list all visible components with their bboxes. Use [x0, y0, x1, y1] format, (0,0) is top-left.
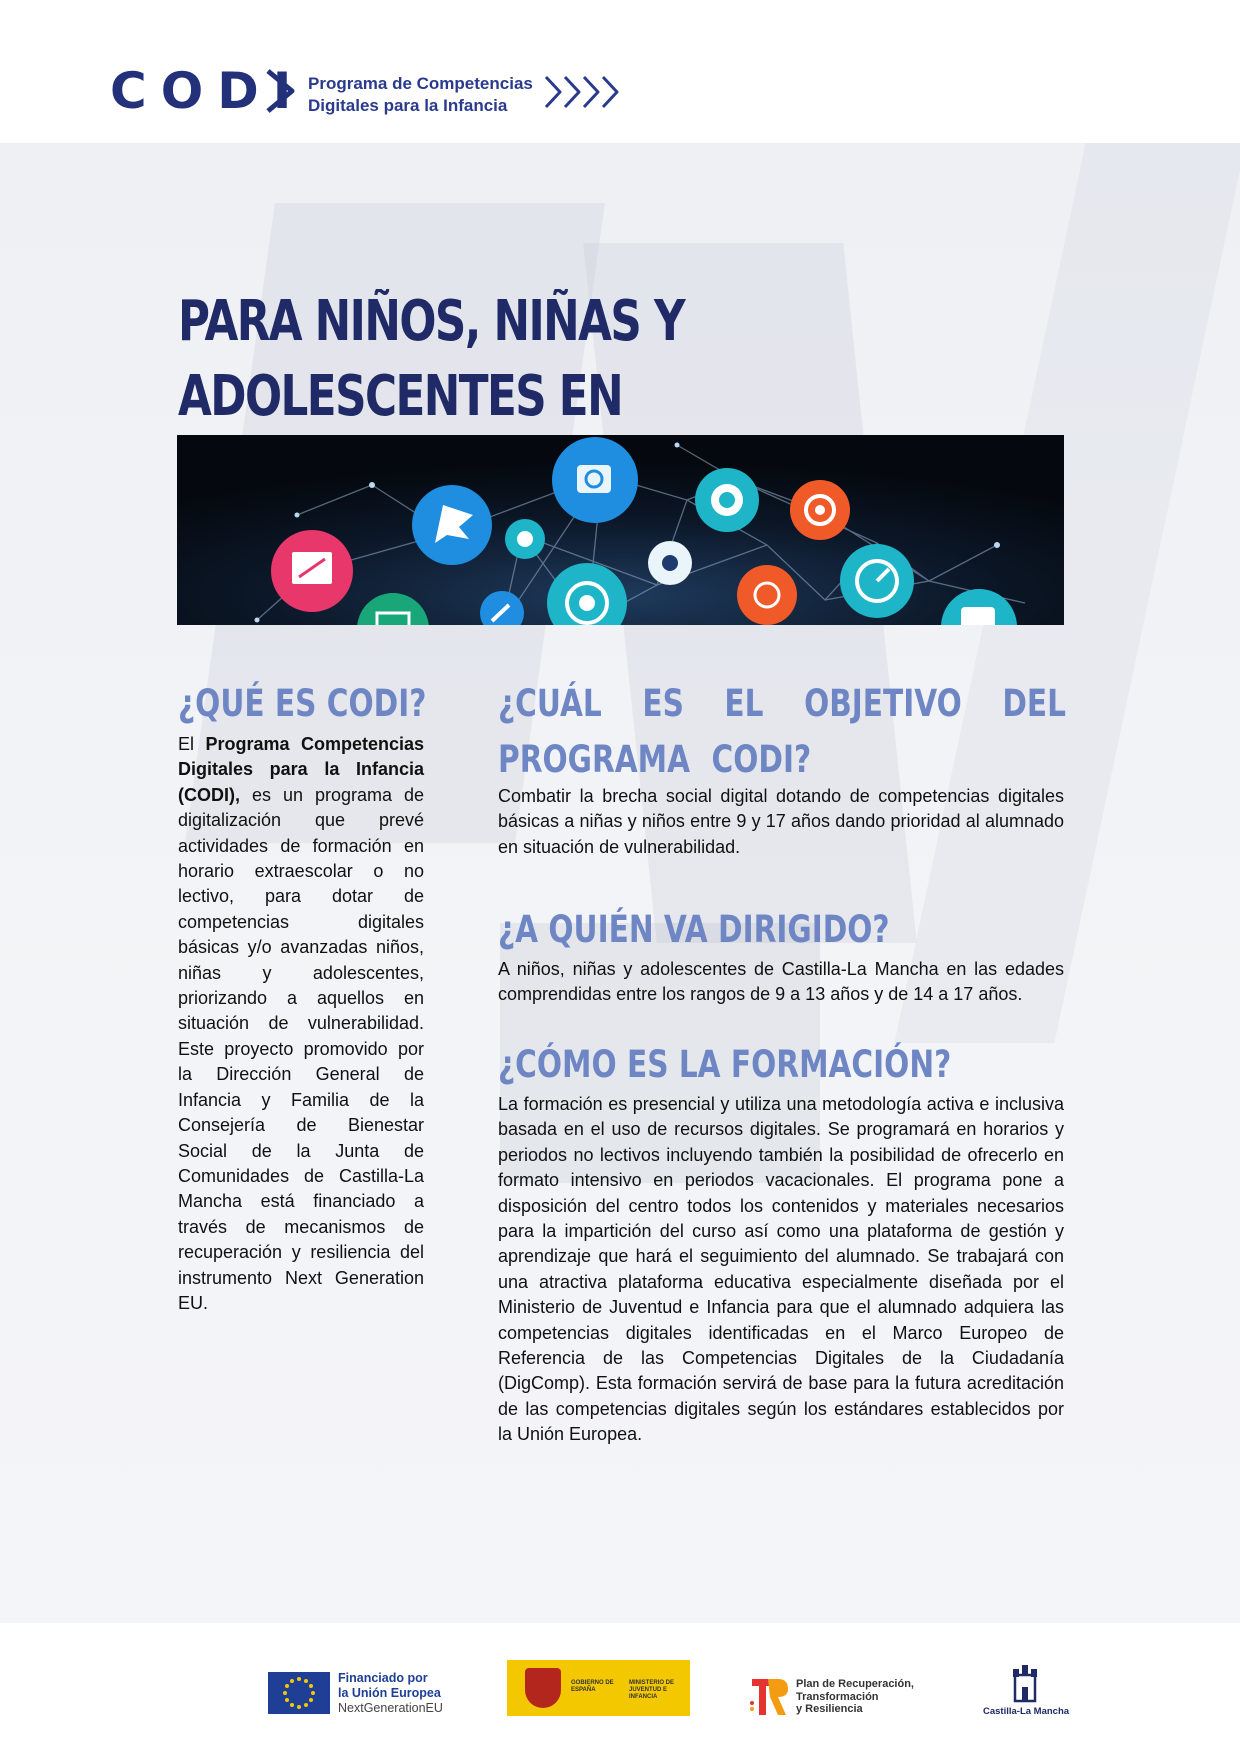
dot-icon — [648, 541, 692, 585]
logo-subtitle: Programa de Competencias Digitales para la Infancia — [308, 74, 533, 115]
dirigido-paragraph: A niños, niñas y adolescentes de Castilla-La Mancha en las edades comprendidas entre los rangos de 9 a 13 años y de 14 a 17 años. — [498, 959, 1064, 1005]
section-heading-que-es: ¿QUÉ ES CODI? — [178, 682, 427, 725]
section-heading-dirigido: ¿A QUIÉN VA DIRIGIDO? — [498, 908, 890, 951]
flag-icon — [412, 485, 492, 565]
digital-network-banner — [177, 435, 1064, 625]
chevron-right-icon — [262, 68, 298, 114]
codi-logo: CODI — [110, 62, 306, 120]
castle-icon — [1011, 1665, 1039, 1703]
target-icon — [790, 480, 850, 540]
gobierno-espana-logo: GOBIERNO DE ESPAÑA MINISTERIO DE JUVENTUD E INFANCIA — [507, 1660, 690, 1716]
prtr-text: Plan de Recuperación, Transformación y Resiliencia — [796, 1678, 914, 1715]
eu-funding-text: Financiado por la Unión Europea NextGenerationEU — [338, 1671, 443, 1715]
formacion-paragraph: La formación es presencial y utiliza una metodología activa e inclusiva basada en el uso de recursos digitales. Se programará en horarios y periodos no lectivos incluyendo también la posibilidad de ofrecerlo en formato intensivo en periodos vacacionales. El programa pone a disposición del centro todos los contenidos y materiales necesarios para la impartición del curso así como una plataforma de gestión y aprendizaje que hará el seguimiento del alumnado. Se trabajará con una atractiva plataforma educativa especialmente diseñada por el Ministerio de Juventud e Infancia para que el alumnado adquiera las competencias digitales identificadas en el Marco Europeo de Referencia de las Competencias Digitales de la Ciudadanía (DigComp). Esta formación servirá de base para la futura acreditación de las competencias digitales según los estándares establecidos por la Unión Europea. — [498, 1094, 1064, 1445]
page-title: PARA NIÑOS, NIÑAS Y ADOLESCENTES EN — [178, 289, 685, 429]
search-icon — [695, 468, 759, 532]
que-es-paragraph: El Programa Competencias Digitales para la Infancia (CODI), es un programa de digitalización que prevé actividades de formación en horario extraescolar o no lectivo, para dotar de competencias digitales básicas y/o avanzadas niños, niñas y adolescentes, priorizando a aquellos en situación de vulnerabilidad. Este proyecto promovido por la Dirección General de Infancia y Familia de la Consejería de Bienestar Social de la Junta de Comunidades de Castilla-La Mancha está financiado a través de mecanismos de recuperación y resiliencia del instrumento Next Generation EU. — [178, 734, 424, 1313]
presentation-icon — [271, 530, 353, 612]
chevrons-icon — [543, 74, 625, 110]
section-heading-objetivo: ¿CUÁL ES EL OBJETIVO DEL PROGRAMA CODI? — [498, 682, 1066, 781]
objetivo-paragraph: Combatir la brecha social digital dotando de competencias digitales básicas a niñas y niños entre 9 y 17 años dando prioridad al alumnado en situación de vulnerabilidad. — [498, 786, 1064, 857]
eu-flag-icon — [268, 1672, 330, 1714]
section-heading-formacion: ¿CÓMO ES LA FORMACIÓN? — [498, 1043, 952, 1086]
page-header — [0, 0, 1240, 143]
clock-icon — [737, 565, 797, 625]
gauge-icon — [840, 544, 914, 618]
dot-icon — [505, 519, 545, 559]
prtr-logo-icon — [748, 1677, 792, 1717]
coat-of-arms-icon — [525, 1668, 561, 1708]
castilla-la-mancha-logo-text: Castilla-La Mancha — [983, 1706, 1070, 1717]
ai-icon — [552, 437, 638, 523]
